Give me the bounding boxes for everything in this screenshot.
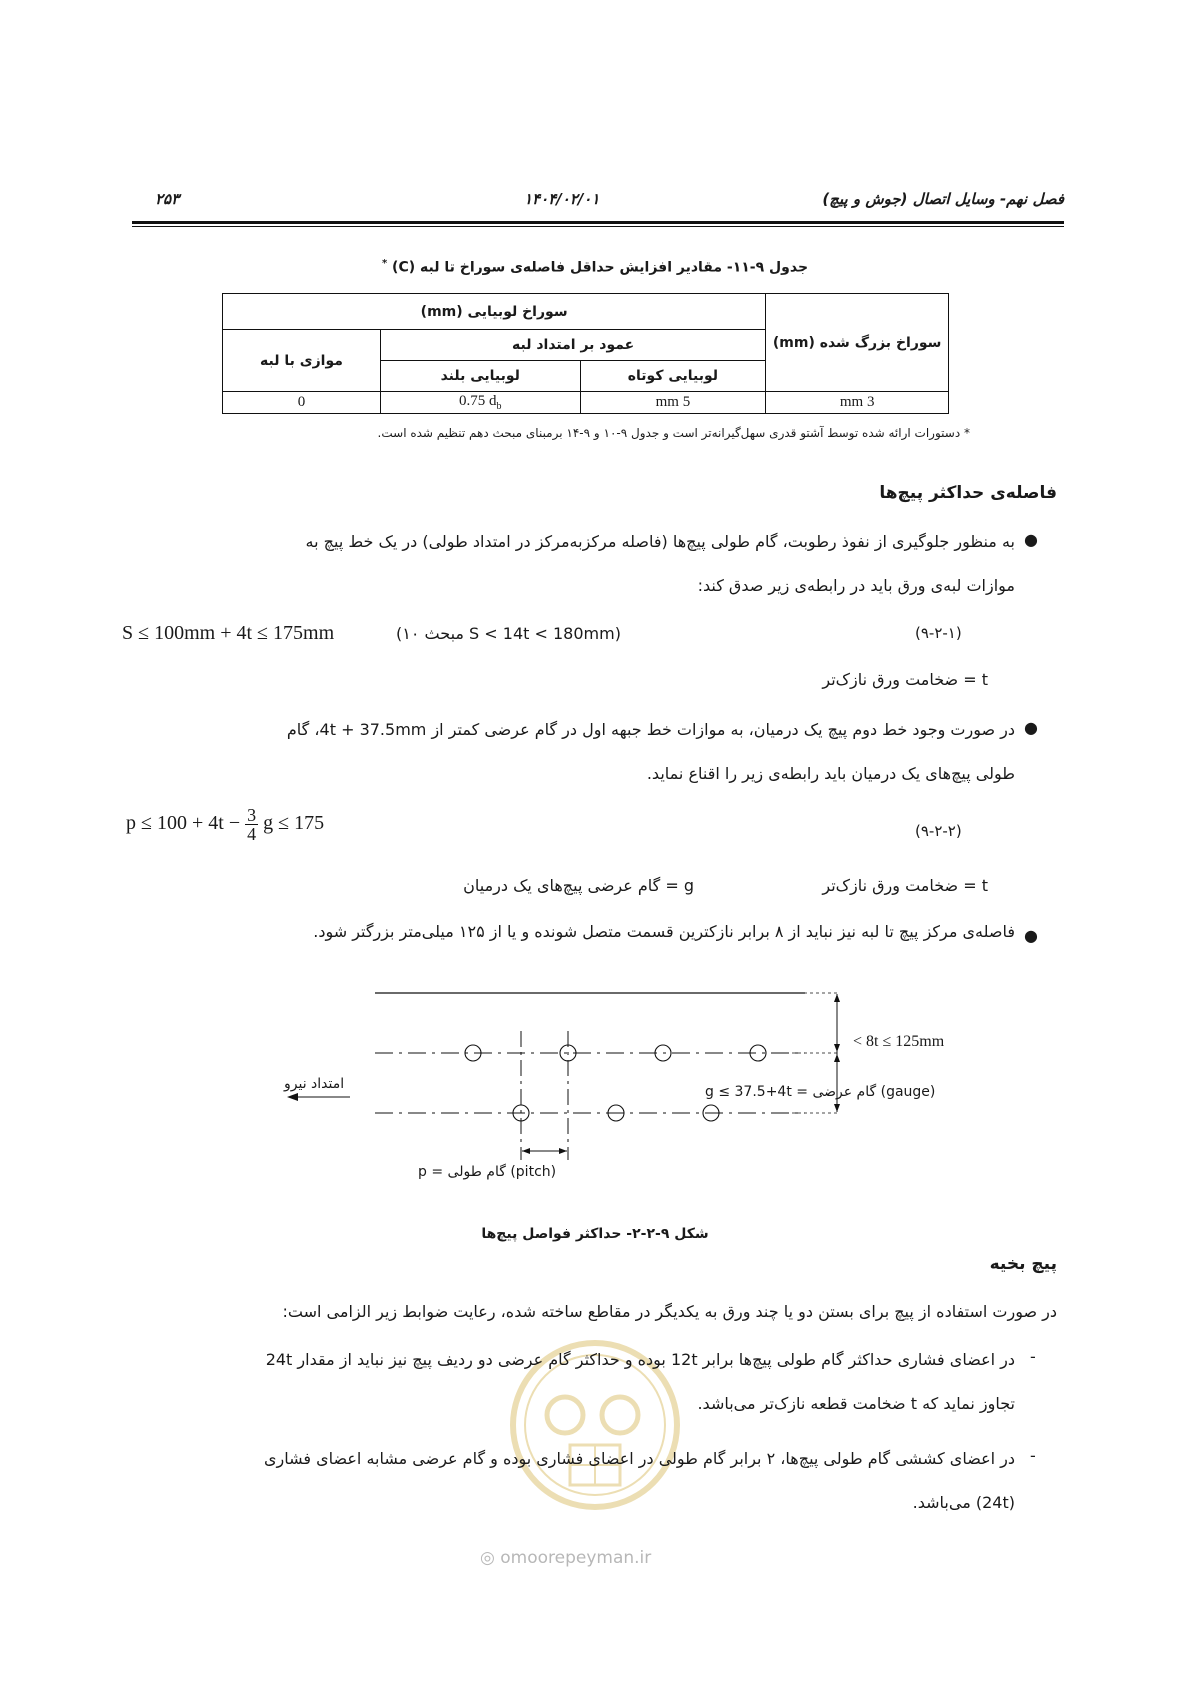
equation-1-number: (۹-۲-۱) — [915, 624, 962, 642]
bullet-icon: ● — [1024, 718, 1038, 737]
force-direction-label: امتداد نیرو — [284, 1076, 345, 1092]
cell-long-slot-value: 0.75 $d_b$ — [380, 392, 580, 414]
equation-1-alt: (S < 14t < 180mm مبحث ۱۰) — [396, 624, 621, 643]
edge-distance-table — [222, 293, 949, 414]
header-parallel: موازی با لبه — [223, 330, 381, 392]
paragraph-bullet-2: در صورت وجود خط دوم پیچ یک درمیان، به موازات خط جبهه اول در گام عرضی کمتر از 4t + 37.5mm، گام طولی پیچ‌های یک درمیان باید رابطه‌ی زیر را اقناع نماید. — [286, 720, 1015, 783]
equation-1: S ≤ 100mm + 4t ≤ 175mm — [122, 622, 335, 644]
header-oversize: سوراخ بزرگ شده (mm) — [766, 294, 949, 392]
dash-marker: - — [1030, 1347, 1036, 1366]
header-rule-thin — [132, 226, 1064, 227]
page-number: ۲۵۳ — [155, 190, 180, 208]
t-definition-2: t = ضخامت ورق نازک‌تر — [822, 876, 988, 895]
edge-distance-label: < 8t ≤ 125mm — [853, 1033, 945, 1050]
header-short-slot: لوبیایی کوتاه — [580, 361, 766, 392]
header-date: ۱۴۰۴/۰۲/۰۱ — [524, 190, 600, 208]
header-slotted: سوراخ لوبیایی (mm) — [223, 294, 766, 330]
table-caption: جدول ۹-۱۱- مقادیر افزایش حداقل فاصله‌ی سوراخ تا لبه (C) * — [381, 258, 809, 276]
section-heading-stitch-bolts: پیچ بخیه — [989, 1254, 1057, 1274]
g-definition: g = گام عرضی پیچ‌های یک درمیان — [463, 876, 694, 895]
arrowhead — [522, 1148, 530, 1154]
header-rule — [132, 221, 1064, 224]
force-arrowhead — [287, 1093, 298, 1101]
equation-2-number: (۹-۲-۲) — [915, 822, 962, 840]
cell-oversize-value: 3 mm — [766, 392, 949, 414]
stitch-item-2: در اعضای کششی گام طولی پیچ‌ها، ۲ برابر گام طولی در اعضای فشاری بوده و گام عرضی مشابه اعضای فشاری (24t) می‌باشد. — [263, 1449, 1015, 1512]
equation-2-fraction: $\frac{3}{4}$ — [247, 805, 257, 844]
equation-2: p ≤ 100 + 4t − $\frac{3}{4}$ g ≤ 175 — [126, 805, 325, 844]
pitch-label: (pitch) گام طولی = p — [418, 1164, 557, 1180]
stitch-item-1: در اعضای فشاری حداکثر گام طولی پیچ‌ها برابر 12t بوده و حداکثر گام عرضی دو ردیف پیچ نیز نباید از مقدار 24t تجاوز نماید که t ضخامت قطعه نازک‌تر می‌باشد. — [265, 1350, 1015, 1413]
stitch-intro: در صورت استفاده از پیچ برای بستن دو یا چند ورق به یکدیگر در مقاطع ساخته شده، رعایت ضوابط زیر الزامی است: — [282, 1302, 1057, 1321]
section-heading-max-spacing: فاصله‌ی حداکثر پیچ‌ها — [879, 483, 1057, 503]
t-definition: t = ضخامت ورق نازک‌تر — [822, 670, 988, 689]
cell-parallel-value: 0 — [223, 392, 381, 414]
gauge-label: (gauge) گام عرضی = g ≤ 37.5+4t — [705, 1084, 936, 1100]
cell-short-slot-value: 5 mm — [580, 392, 766, 414]
dash-marker: - — [1030, 1446, 1036, 1465]
bullet-icon: ● — [1024, 530, 1038, 549]
bullet-icon: ● — [1024, 926, 1038, 945]
arrowhead — [559, 1148, 567, 1154]
table-footnote: * دستورات ارائه شده توسط آشتو قدری سهل‌گیرانه‌تر است و جدول ۹-۱۰ و ۹-۱۴ برمبنای مبحث دهم تنظیم شده است. — [377, 426, 970, 440]
arrowhead — [834, 994, 840, 1002]
chapter-title: فصل نهم- وسایل اتصال (جوش و پیچ) — [822, 190, 1064, 208]
header-perpendicular: عمود بر امتداد لبه — [380, 330, 765, 361]
header-long-slot: لوبیایی بلند — [380, 361, 580, 392]
paragraph-bullet-1: به منظور جلوگیری از نفوذ رطوبت، گام طولی پیچ‌ها (فاصله مرکزبه‌مرکز در امتداد طولی) در یک خط پیچ به موازات لبه‌ی ورق باید در رابطه‌ی زیر صدق کند: — [305, 532, 1015, 595]
arrowhead — [834, 1104, 840, 1112]
paragraph-bullet-3: فاصله‌ی مرکز پیچ تا لبه نیز نباید از ۸ برابر نازکترین قسمت متصل شونده و یا از ۱۲۵ میلی‌متر بزرگتر شود. — [313, 922, 1015, 941]
figure-caption: شکل ۹-۲-۲- حداکثر فواصل پیچ‌ها — [481, 1226, 709, 1242]
arrowhead — [834, 1054, 840, 1062]
watermark-site-text: ◎ omoorepeyman.ir — [480, 1548, 652, 1568]
arrowhead — [834, 1044, 840, 1052]
